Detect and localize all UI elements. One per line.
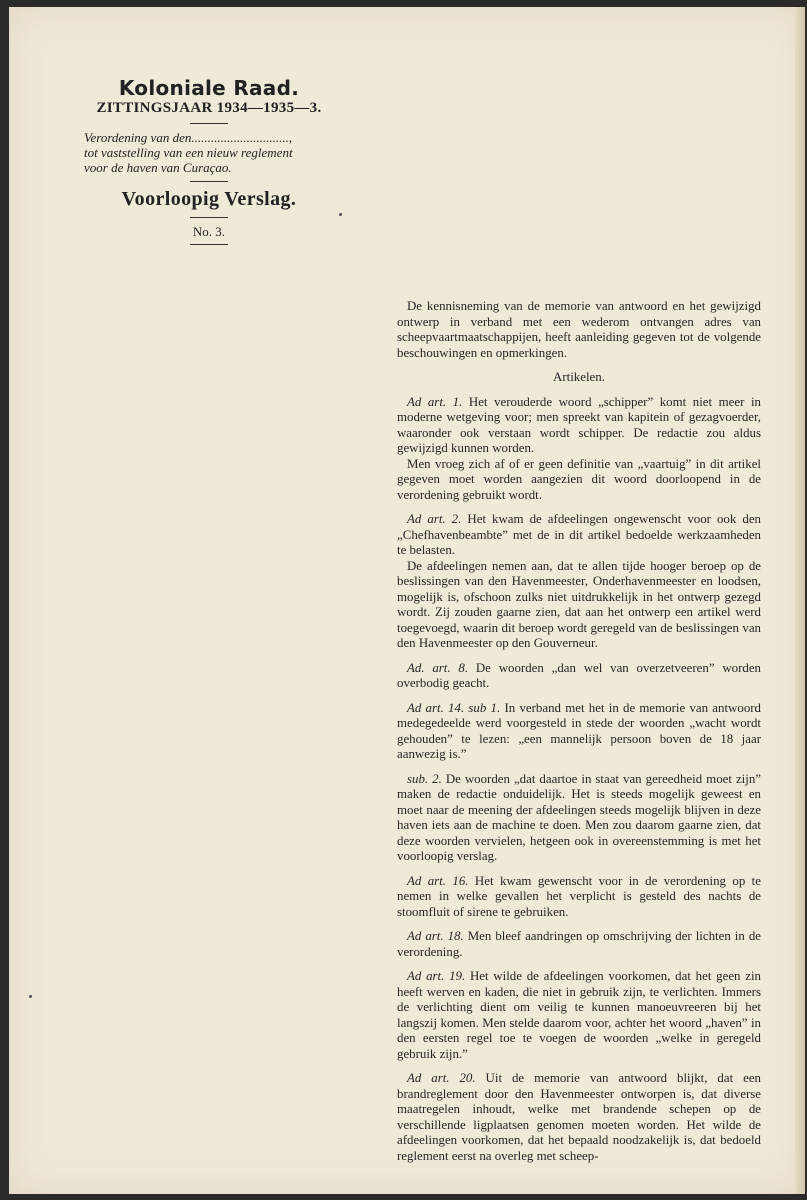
ordinance-line: voor de haven van Curaçao. [84,160,232,175]
article-ref: Ad. art. 8. [407,660,469,675]
print-speck [339,213,342,216]
print-speck [29,995,32,998]
article-text: Het kwam de afdeelingen ongewenscht voor ook den „Chefhavenbeambte” met de in dit artikel bedoelde werkzaamheden te belasten. [397,512,761,557]
divider [190,123,228,124]
article-ref: Ad art. 18. [407,929,464,943]
article-paragraph [397,969,761,1062]
article-text: Uit de memorie van antwoord blijkt, dat een brandreglement door den Havenmeester ontworpen is, dat diverse maatregelen inhoudt, welke met brandende schepen op de verschillende ligplaatsen genomen moeten worden. Het wilde de afdeelingen voorkomen, dat het bepaald noodzakelijk is, dat bedoeld reglement eerst na overleg met scheep- [397,1071,761,1163]
divider [190,217,228,218]
article-paragraph [397,929,761,960]
page-edge [795,7,805,1194]
article-text: Men vroeg zich af of er geen definitie van „vaartuig” in dit artikel gegeven moet worden aangezien dit woord doorloopend in de verordening gebruikt wordt. [397,456,761,502]
article-paragraph [397,772,761,865]
session-year: ZITTINGSJAAR 1934—1935—3. [96,100,322,116]
ordinance-line: Verordening van den.............................., [84,130,293,145]
ordinance-description [84,130,344,175]
document-header [74,77,344,251]
article-text: Het verouderde woord „schipper” komt niet meer in moderne wetgeving voor; men spreekt van kapitein of gezagvoerder, waaronder ook verstaan wordt schipper. De redactie zou aldus gewijzigd kunnen worden. [397,394,761,455]
article-paragraph [397,559,761,652]
document-number: No. 3. [192,224,226,239]
council-title: Koloniale Raad. [118,76,300,100]
article-text: Het wilde de afdeelingen voorkomen, dat het geen zin heeft werven en kaden, die niet in gebruik zijn, te verlichten. Immers de verlichting dient om veilig te kunnen manoeuvreeren bij het langszij komen. Men stelde daarom voor, achter het woord „haven” in den eersten regel toe te voegen de woorden „welke in geregeld gebruik zijn.” [397,969,761,1061]
divider [190,244,228,245]
article-text: Het kwam gewenscht voor in de verordening op te nemen in welke gevallen het verplicht is gesteld des nachts de stoomfluit of sirene te gebruiken. [397,873,761,919]
report-title: Voorloopig Verslag. [121,188,297,210]
report-body [397,299,761,1173]
article-text: In verband met het in de memorie van antwoord medegedeelde werd voorgesteld in stede der woorden „wacht wordt gehouden” te lezen: „een mannelijk persoon boven de 18 jaar aanwezig is.” [397,700,761,761]
article-paragraph [397,701,761,763]
article-paragraph [397,512,761,559]
article-paragraph [397,395,761,457]
article-ref: Ad art. 16. [407,873,469,888]
divider [190,181,228,182]
article-paragraph [397,874,761,921]
article-text: De afdeelingen nemen aan, dat te allen tijde hooger beroep op de beslissingen van den Havenmeester, Onderhavenmeester en loodsen, mogelijk is, ofschoon zulks niet uitdrukkelijk in het ontwerp gezegd wordt. Zij zouden gaarne zien, dat aan het ontwerp een artikel werd toegevoegd, waarin dit beroep wordt geregeld van de beslissingen van den Havenmeester op den Gouverneur. [397,558,761,650]
article-ref: Ad art. 2. [407,512,462,526]
article-ref: sub. 2. [407,771,442,786]
article-ref: Ad art. 20. [407,1071,476,1085]
article-paragraph [397,661,761,692]
ordinance-line: tot vaststelling van een nieuw reglement [84,145,293,160]
article-paragraph [397,457,761,504]
intro-paragraph: De kennisneming van de memorie van antwoord en het gewijzigd ontwerp in verband met een wederom ontvangen adres van scheepvaartmaatschappijen, heeft aanleiding gegeven tot de volgende beschouwingen en opmerkingen. [397,299,761,360]
article-text: De woorden „dat daartoe in staat van gereedheid moet zijn” maken de redactie onduidelijk. Het is steeds mogelijk geweest en moet naar de meening der afdeelingen steeds mogelijk blijven in deze haven iets aan de machine te doen. Men zou daarom gaarne zien, dat deze woorden vervielen, hetgeen ook in overeenstemming is met het voorloopig verslag. [397,771,762,863]
article-ref: Ad art. 19. [407,969,466,983]
article-text: Men bleef aandringen op omschrijving der lichten in de verordening. [397,929,761,959]
article-ref: Ad art. 1. [407,394,463,409]
section-heading: Artikelen. [553,370,605,384]
article-paragraph [397,1071,761,1164]
article-text: De woorden „dan wel van overzetveeren” worden overbodig geacht. [397,660,761,690]
article-ref: Ad art. 14. sub 1. [407,700,501,715]
document-page [9,7,805,1194]
